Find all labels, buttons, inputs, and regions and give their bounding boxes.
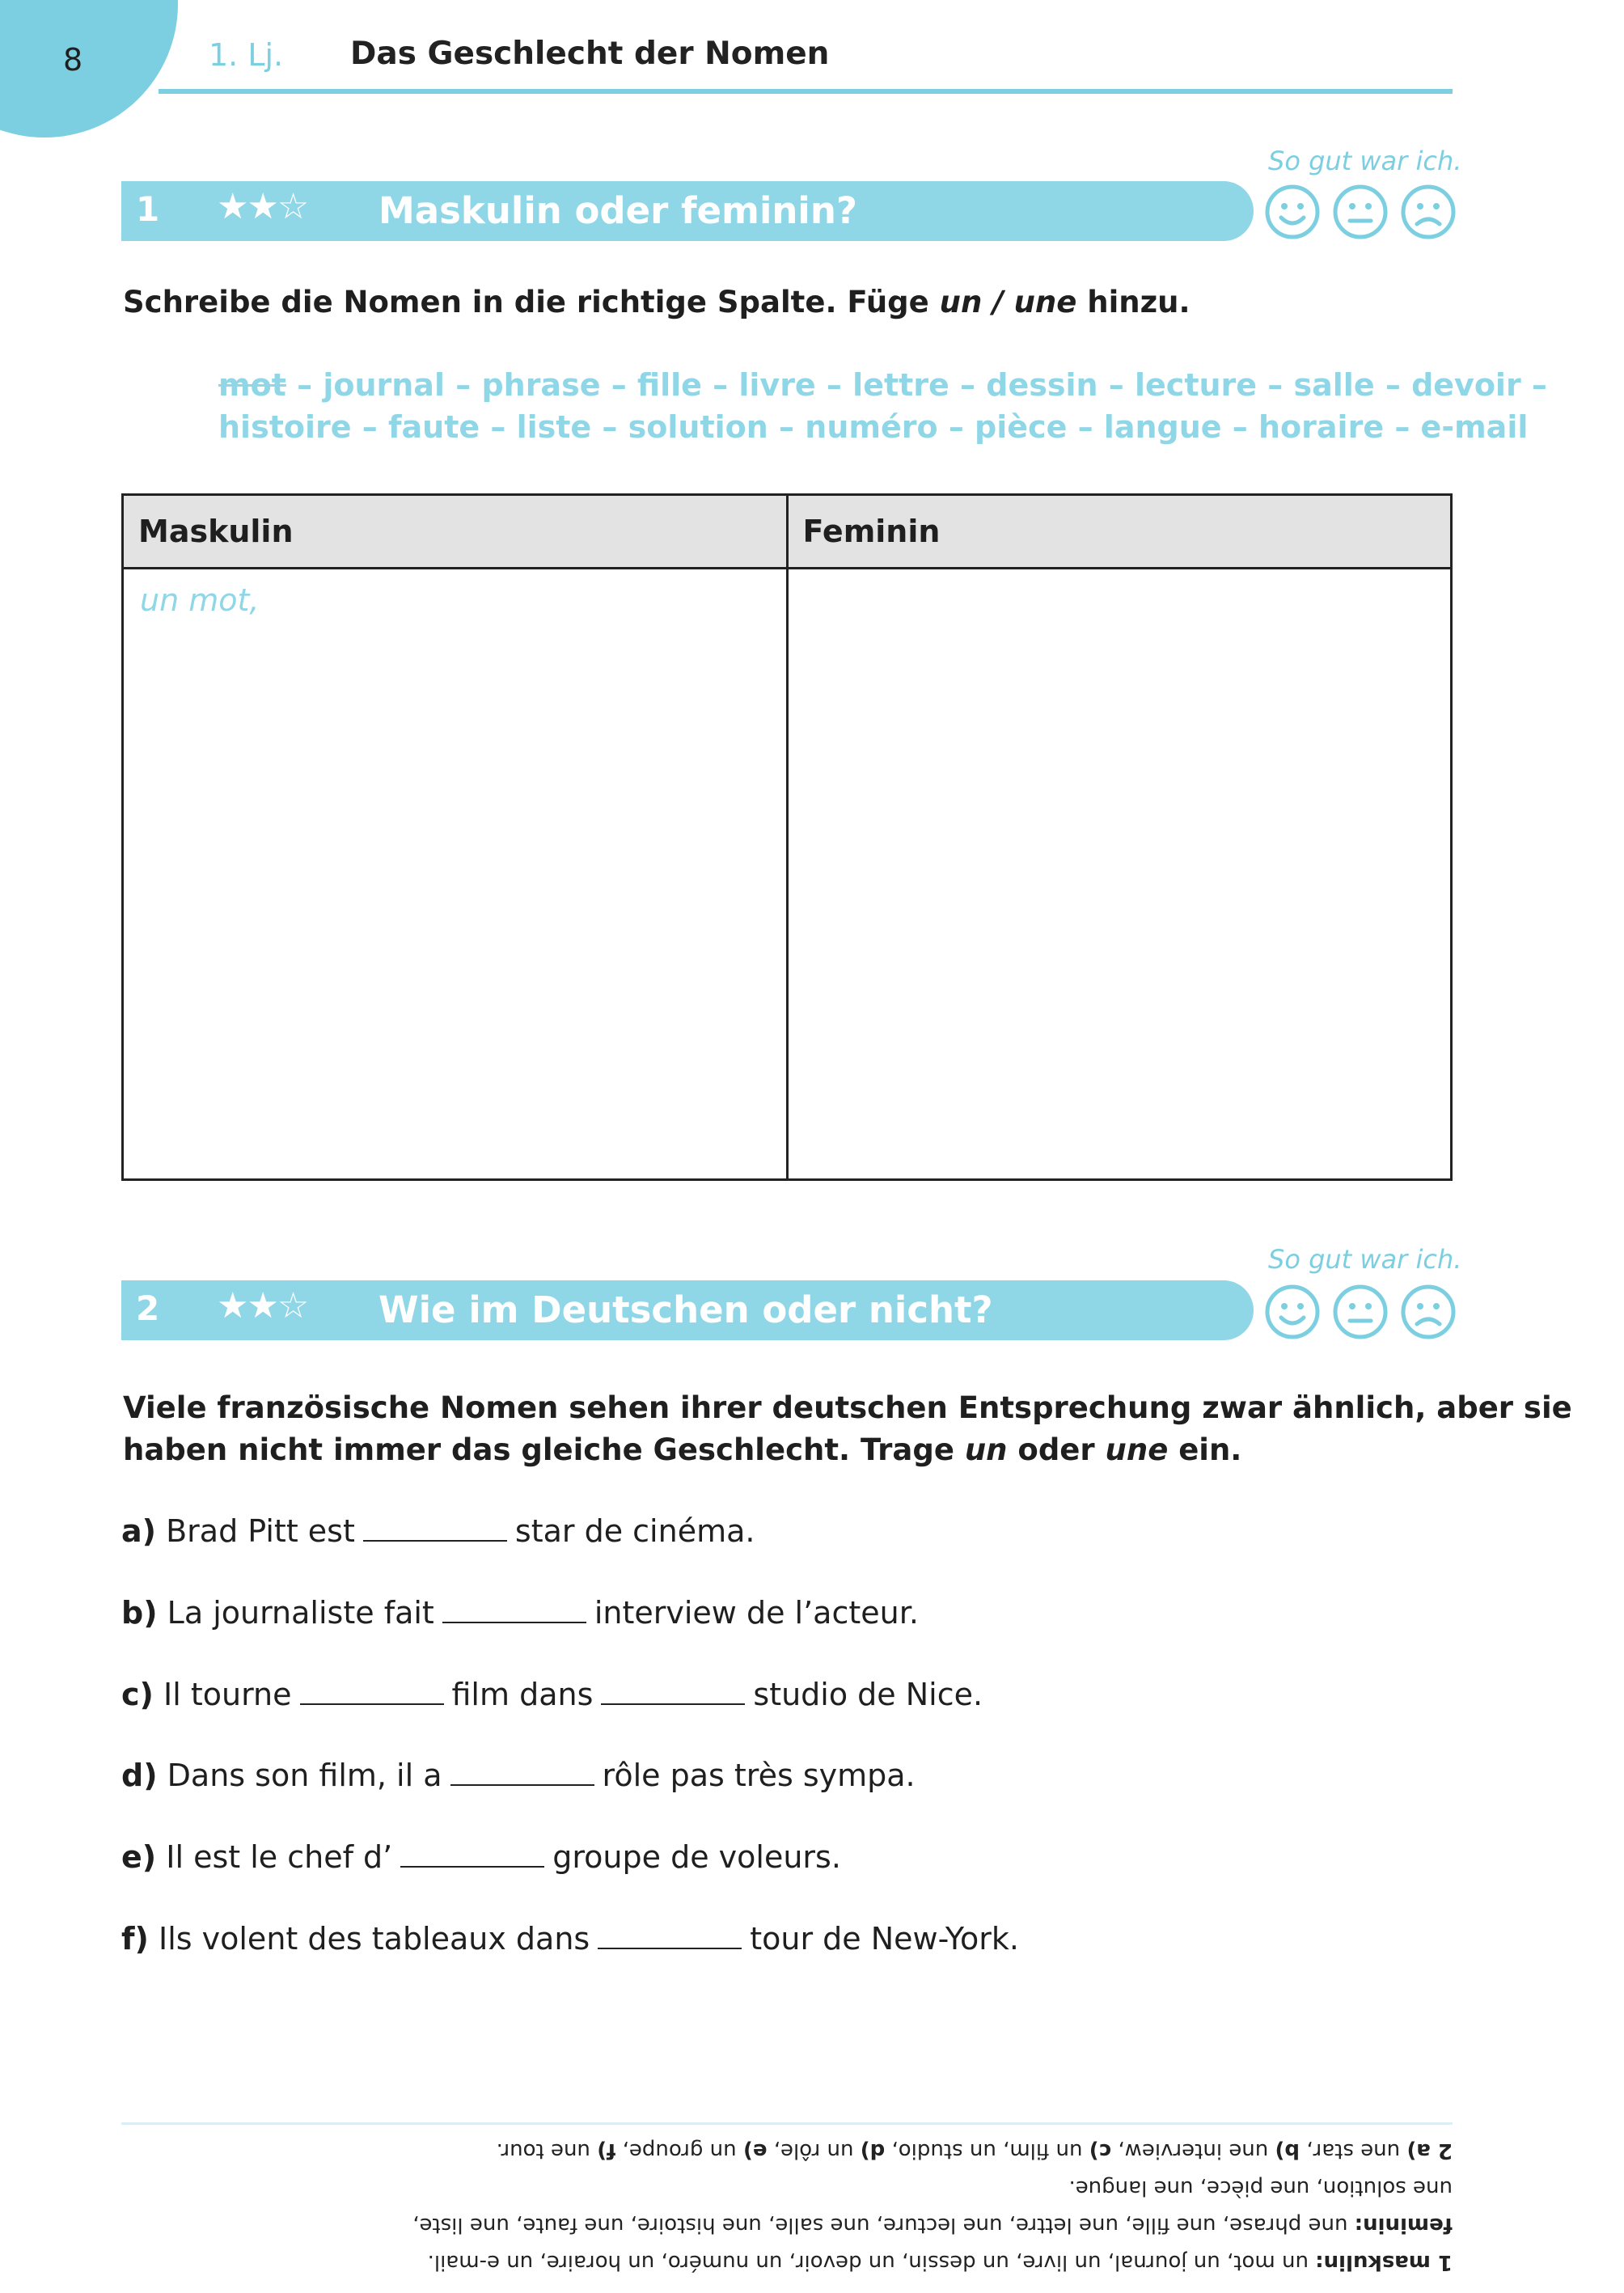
exercise-item-e: e) Il est le chef d’ groupe de voleurs. xyxy=(121,1837,841,1875)
header-divider xyxy=(159,89,1453,94)
exercise-title: Wie im Deutschen oder nicht? xyxy=(379,1288,993,1331)
column-header-masculine: Maskulin xyxy=(123,495,788,569)
exercise-item-c: c) Il tourne film dans studio de Nice. xyxy=(121,1674,983,1712)
answer-blank[interactable] xyxy=(363,1511,507,1542)
neutral-face-icon[interactable] xyxy=(1332,1284,1389,1340)
feminine-answer-cell[interactable] xyxy=(787,569,1452,1180)
exercise-2-instruction: Viele französische Nomen sehen ihrer deutschen Entsprechung zwar ähnlich, aber sie haben nicht immer das gleiche Geschlecht. Trage un oder une ein. xyxy=(123,1390,1572,1467)
word-list: mot – journal – phrase – fille – livre – lettre – dessin – lecture – salle – devoir – histoire – faute – liste – solution – numéro – pièce – langue – horaire – e-mail xyxy=(218,367,1547,445)
column-header-feminine: Feminin xyxy=(787,495,1452,569)
answer-blank[interactable] xyxy=(450,1755,594,1786)
exercise-1-header xyxy=(121,181,1254,241)
example-entry: un mot, xyxy=(140,582,260,618)
footer-divider xyxy=(121,2122,1453,2125)
exercise-number: 2 xyxy=(136,1288,160,1328)
answer-blank[interactable] xyxy=(601,1674,745,1705)
page-number: 8 xyxy=(63,42,83,78)
sad-face-icon[interactable] xyxy=(1400,1284,1457,1340)
happy-face-icon[interactable] xyxy=(1264,184,1321,240)
page-number-circle xyxy=(0,0,178,137)
happy-face-icon[interactable] xyxy=(1264,1284,1321,1340)
page-title: Das Geschlecht der Nomen xyxy=(350,36,830,72)
crossed-word: mot xyxy=(218,367,286,403)
difficulty-stars: ★★☆ xyxy=(217,1285,308,1326)
answer-blank[interactable] xyxy=(300,1674,444,1705)
rating-label: So gut war ich. xyxy=(1268,1244,1462,1275)
exercise-number: 1 xyxy=(136,189,160,229)
rating-label: So gut war ich. xyxy=(1268,146,1462,176)
sad-face-icon[interactable] xyxy=(1400,184,1457,240)
grade-label: 1. Lj. xyxy=(209,37,284,73)
answer-blank[interactable] xyxy=(598,1919,742,1949)
answer-blank[interactable] xyxy=(442,1593,586,1623)
exercise-title: Maskulin oder feminin? xyxy=(379,189,857,232)
exercise-item-a: a) Brad Pitt est star de cinéma. xyxy=(121,1511,755,1549)
exercise-item-f: f) Ils volent des tableaux dans tour de New-York. xyxy=(121,1919,1019,1957)
neutral-face-icon[interactable] xyxy=(1332,184,1389,240)
exercise-2-header xyxy=(121,1280,1254,1340)
sorting-table xyxy=(121,493,1453,1181)
answer-key: 1 maskulin: un mot, un journal, un livre, un dessin, un devoir, un numéro, un horaire, un e-mail. feminin: une phrase, une fille, une lettre, une lecture, une salle, une histoire, une faute, une liste, une solution, une pièce, une langue. 2 a) une star, b) une interview, c) un film, un studio, d) un rôle, e) un groupe, f) une tour. xyxy=(412,2139,1453,2274)
masculine-answer-cell[interactable] xyxy=(123,569,788,1180)
answer-blank[interactable] xyxy=(400,1837,544,1868)
difficulty-stars: ★★☆ xyxy=(217,186,308,227)
exercise-item-d: d) Dans son film, il a rôle pas très sympa. xyxy=(121,1755,916,1793)
exercise-1-instruction: Schreibe die Nomen in die richtige Spalte. Füge un / une hinzu. xyxy=(123,285,1191,319)
exercise-item-b: b) La journaliste fait interview de l’acteur. xyxy=(121,1593,919,1631)
